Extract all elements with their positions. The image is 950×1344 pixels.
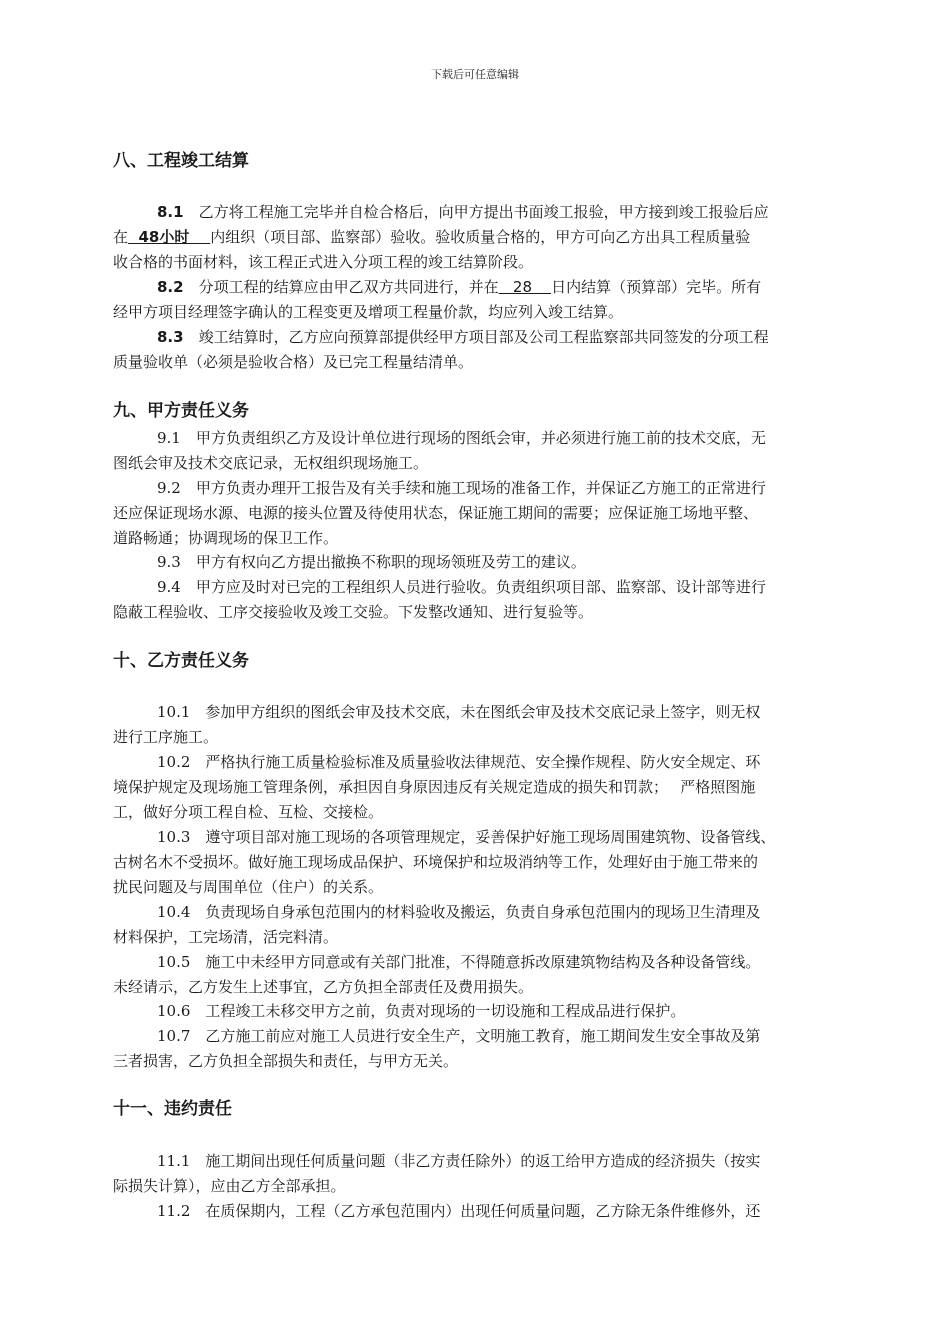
clause-8-2-number: 8.2	[157, 278, 184, 296]
section-10-line: 10.1 参加甲方组织的图纸会审及技术交底，未在图纸会审及技术交底记录上签字，则无权	[157, 703, 761, 721]
section-11-line: 际损失计算），应由乙方全部承担。	[113, 1177, 346, 1195]
section-10-line: 10.5 施工中未经甲方同意或有关部门批准，不得随意拆改原建筑物结构及各种设备管线。	[157, 953, 761, 971]
clause-8-1-line-1	[157, 200, 769, 224]
clause-8-1-prefix: 在	[113, 228, 129, 246]
clause-8-1-number: 8.1	[157, 203, 184, 221]
section-10-line: 10.7 乙方施工前应对施工人员进行安全生产，文明施工教育，施工期间发生安全事故及第	[157, 1027, 761, 1045]
section-10-line: 扰民问题及与周围单位（住户）的关系。	[113, 878, 384, 896]
clause-8-2-line-1	[157, 275, 761, 299]
section-10-line: 进行工序施工。	[113, 728, 219, 746]
section-10-title: 十、乙方责任义务	[113, 651, 249, 671]
clause-8-3-text: 竣工结算时，乙方应向预算部提供经甲方项目部及公司工程监察部共同签发的分项工程	[198, 328, 769, 346]
clause-8-1-line-3: 收合格的书面材料，该工程正式进入分项工程的竣工结算阶段。	[113, 253, 534, 271]
clause-8-1-text: 乙方将工程施工完毕并自检合格后，向甲方提出书面竣工报验，甲方接到竣工报验后应	[198, 203, 769, 221]
section-9-line: 隐蔽工程验收、工序交接验收及竣工交验。下发整改通知、进行复验等。	[113, 603, 594, 621]
section-10-line: 三者损害，乙方负担全部损失和责任，与甲方无关。	[113, 1052, 459, 1070]
section-10-line: 未经请示，乙方发生上述事宜，乙方负担全部责任及费用损失。	[113, 978, 534, 996]
section-9-line: 图纸会审及技术交底记录，无权组织现场施工。	[113, 454, 429, 472]
section-9-line: 道路畅通；协调现场的保卫工作。	[113, 529, 339, 547]
page-header: 下载后可任意编辑	[431, 68, 519, 81]
settlement-days-field: 28	[498, 278, 552, 296]
section-10-line: 10.2 严格执行施工质量检验标准及质量验收法律规范、安全操作规程、防火安全规定、环	[157, 753, 761, 771]
clause-8-2-line-2: 经甲方项目经理签字确认的工程变更及增项工程量价款，均应列入竣工结算。	[113, 303, 624, 321]
section-11-line: 11.1 施工期间出现任何质量问题（非乙方责任除外）的返工给甲方造成的经济损失（按实	[157, 1152, 761, 1170]
section-10-line: 古树名木不受损坏。做好施工现场成品保护、环境保护和垃圾消纳等工作，处理好由于施工带来的	[113, 853, 759, 871]
clause-8-2-suffix: 日内结算（预算部）完毕。所有	[551, 278, 762, 296]
section-9-line: 9.3 甲方有权向乙方提出撤换不称职的现场领班及劳工的建议。	[157, 553, 586, 571]
section-9-title: 九、甲方责任义务	[113, 401, 249, 421]
section-10-line: 10.3 遵守项目部对施工现场的各项管理规定，妥善保护好施工现场周围建筑物、设备管线、	[157, 828, 776, 846]
clause-8-3-line-2: 质量验收单（必须是验收合格）及已完工程量结清单。	[113, 353, 474, 371]
clause-8-3-number: 8.3	[157, 328, 184, 346]
inspection-time-field: 48小时	[128, 228, 211, 246]
section-11-title: 十一、违约责任	[113, 1099, 232, 1119]
section-8-title: 八、工程竣工结算	[113, 151, 249, 171]
section-9-line: 9.4 甲方应及时对已完的工程组织人员进行验收。负责组织项目部、监察部、设计部等进行	[157, 578, 766, 596]
clause-8-3-line-1	[157, 325, 769, 349]
section-11-line: 11.2 在质保期内，工程（乙方承包范围内）出现任何质量问题，乙方除无条件维修外，还	[157, 1202, 761, 1220]
section-9-line: 还应保证现场水源、电源的接头位置及待使用状态，保证施工期间的需要；应保证施工场地平整、	[113, 504, 759, 522]
section-9-line: 9.1 甲方负责组织乙方及设计单位进行现场的图纸会审，并必须进行施工前的技术交底，无	[157, 429, 766, 447]
clause-8-2-prefix: 分项工程的结算应由甲乙双方共同进行，并在	[198, 278, 499, 296]
section-9-line: 9.2 甲方负责办理开工报告及有关手续和施工现场的准备工作，并保证乙方施工的正常进行	[157, 479, 766, 497]
clause-8-1-line-2	[113, 225, 750, 249]
section-10-line: 材料保护，工完场清，活完料清。	[113, 928, 339, 946]
section-10-line: 10.6 工程竣工未移交甲方之前，负责对现场的一切设施和工程成品进行保护。	[157, 1002, 686, 1020]
section-10-line: 工，做好分项工程自检、互检、交接检。	[113, 803, 384, 821]
section-10-line: 10.4 负责现场自身承包范围内的材料验收及搬运，负责自身承包范围内的现场卫生清理及	[157, 903, 761, 921]
section-10-line: 境保护规定及现场施工管理条例，承担因自身原因违反有关规定造成的损失和罚款； 严格照图施	[113, 778, 756, 796]
clause-8-1-suffix: 内组织（项目部、监察部）验收。验收质量合格的，甲方可向乙方出具工程质量验	[210, 228, 751, 246]
